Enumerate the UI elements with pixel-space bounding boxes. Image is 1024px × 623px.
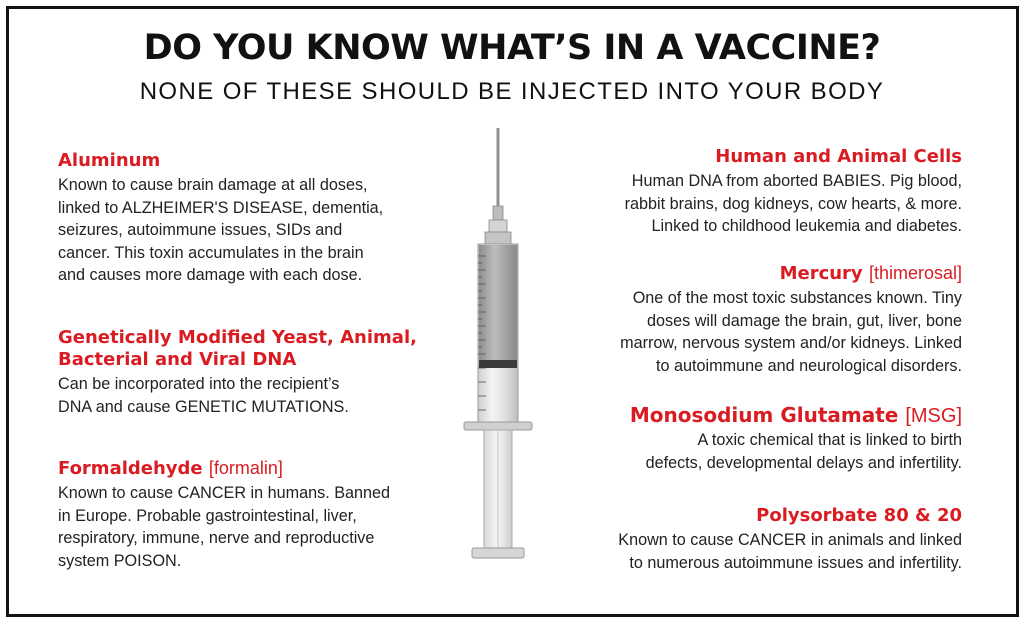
item-heading: Polysorbate 80 & 20 xyxy=(756,505,962,526)
item-heading: Mercury [thimerosal] xyxy=(779,263,962,284)
item-description: Known to cause CANCER in animals and linked to numerous autoimmune issues and infertility. xyxy=(618,531,962,572)
item-human-animal-cells xyxy=(542,146,962,238)
item-description: Known to cause CANCER in humans. Banned in Europe. Probable gastrointestinal, liver, respiratory, immune, nerve and reproductive system POISON. xyxy=(58,484,391,570)
item-formaldehyde xyxy=(58,457,438,572)
item-mercury xyxy=(542,262,962,377)
item-description: Can be incorporated into the recipient’s DNA and cause GENETIC MUTATIONS. xyxy=(58,375,349,416)
item-heading: Human and Animal Cells xyxy=(715,146,962,167)
item-description: Human DNA from aborted BABIES. Pig blood, rabbit brains, dog kidneys, cow hearts, & more. Linked to childhood leukemia and diabetes. xyxy=(624,172,962,235)
item-aluminum xyxy=(58,150,438,287)
poster-title: DO YOU KNOW WHAT’S IN A VACCINE? xyxy=(143,28,881,68)
item-polysorbate xyxy=(542,505,962,574)
poster-subtitle: NONE OF THESE SHOULD BE INJECTED INTO YOUR BODY xyxy=(139,78,885,105)
item-heading: Genetically Modified Yeast, Animal, Bacterial and Viral DNA xyxy=(58,327,417,370)
item-heading: Formaldehyde [formalin] xyxy=(58,458,283,479)
item-heading: Aluminum xyxy=(58,150,161,171)
item-msg xyxy=(542,404,962,474)
syringe-icon xyxy=(458,128,538,573)
item-heading: Monosodium Glutamate [MSG] xyxy=(629,403,962,427)
item-gm-dna xyxy=(58,327,438,418)
item-description: One of the most toxic substances known. Tiny doses will damage the brain, gut, liver, bone marrow, nervous system and/or kidneys. Linked to autoimmune and neurological disorders. xyxy=(620,289,962,375)
item-description: A toxic chemical that is linked to birth defects, developmental delays and infertility. xyxy=(645,431,962,472)
item-description: Known to cause brain damage at all doses, linked to ALZHEIMER'S DISEASE, dementia, seizures, autoimmune issues, SIDs and cancer. This toxin accumulates in the brain and causes more damage with each dose. xyxy=(58,176,384,284)
